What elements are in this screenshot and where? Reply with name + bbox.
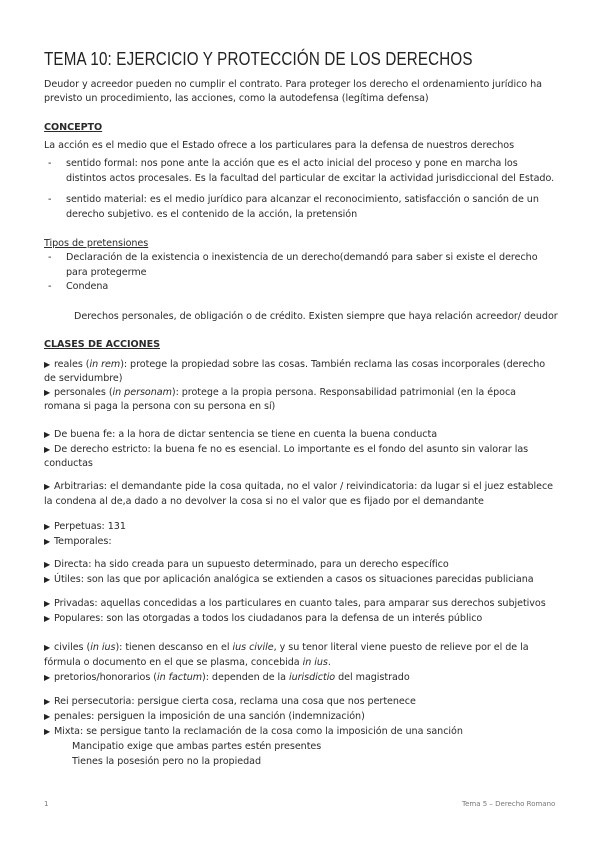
mixta-item: ▶ Mixta: se persigue tanto la reclamación de la cosa como la imposición de una sanción: [44, 726, 463, 737]
directa-item: ▶ Directa: ha sido creada para un supuesto determinado, para un derecho específico: [44, 559, 449, 570]
rei-persecutoria-item: ▶ Rei persecutoria: persigue cierta cosa, reclama una cosa que nos pertenece: [44, 696, 416, 707]
estricto-item: ▶ De derecho estricto: la buena fe no es esencial. Lo importante es el fondo del asunto sin valorar las: [44, 444, 529, 455]
arrow-bullet-icon: ▶: [44, 537, 51, 546]
temporales-item: ▶ Temporales:: [44, 536, 112, 547]
formal-line-1: sentido formal: nos pone ante la acción que es el acto inicial del proceso y pone en marcha los: [66, 158, 518, 169]
intro-line-2: previsto un procedimiento, las acciones, como la autodefensa (legítima defensa): [44, 93, 429, 104]
civiles-item: ▶ civiles (in ius): tienen descanso en el ius civile, y su tenor literal viene puesto de relieve por el de la: [44, 642, 529, 653]
pretensiones-heading: Tipos de pretensiones: [44, 238, 149, 249]
utiles-item: ▶ Útiles: son las que por aplicación analógica se extienden a casos os situaciones parecidas publiciana: [44, 574, 534, 585]
buena-fe-item: ▶ De buena fe: a la hora de dictar sentencia se tiene en cuenta la buena conducta: [44, 429, 438, 440]
intro-line-1: Deudor y acreedor pueden no cumplir el contrato. Para proteger los derecho el ordenamiento jurídico ha: [44, 79, 542, 90]
page-title: TEMA 10: EJERCICIO Y PROTECCIÓN DE LOS DERECHOS: [44, 48, 473, 69]
arrow-bullet-icon: ▶: [44, 712, 51, 721]
arrow-bullet-icon: ▶: [44, 388, 51, 397]
material-line-1: sentido material: es el medio jurídico para alcanzar el reconocimiento, satisfacción o sanción de un: [66, 194, 539, 205]
derechos-personales-note: Derechos personales, de obligación o de crédito. Existen siempre que haya relación acreedor/ deudor: [74, 311, 558, 322]
clases-heading: CLASES DE ACCIONES: [44, 339, 160, 350]
arrow-bullet-icon: ▶: [44, 673, 51, 682]
arrow-bullet-icon: ▶: [44, 445, 51, 454]
estricto-cont: conductas: [44, 458, 93, 469]
arrow-bullet-icon: ▶: [44, 727, 51, 736]
arrow-bullet-icon: ▶: [44, 575, 51, 584]
reales-cont: de servidumbre): [44, 373, 123, 384]
declaracion-line-1: Declaración de la existencia o inexistencia de un derecho(demandó para saber si existe el derecho: [66, 252, 538, 263]
arrow-bullet-icon: ▶: [44, 430, 51, 439]
reales-item: ▶ reales (in rem): protege la propiedad sobre las cosas. También reclama las cosas incorporales (derecho: [44, 359, 546, 370]
personales-cont: romana si paga la persona con su persona en sí): [44, 401, 276, 412]
privadas-item: ▶ Privadas: aquellas concedidas a los particulares en cuanto tales, para amparar sus derechos subjetivos: [44, 598, 546, 609]
concepto-lead: La acción es el medio que el Estado ofrece a los particulares para la defensa de nuestros derechos: [44, 140, 515, 151]
footer-course: Tema 5 – Derecho Romano: [462, 800, 556, 808]
page-number: 1: [44, 800, 49, 808]
material-line-2: derecho subjetivo. es el contenido de la acción, la pretensión: [66, 209, 358, 220]
dash-bullet: -: [48, 158, 52, 169]
arrow-bullet-icon: ▶: [44, 643, 51, 652]
dash-bullet: -: [48, 194, 52, 205]
arrow-bullet-icon: ▶: [44, 522, 51, 531]
pretorios-item: ▶ pretorios/honorarios (in factum): dependen de la iurisdictio del magistrado: [44, 672, 410, 683]
arbitrarias-cont: la condena al de,a dado a no devolver la cosa si no el valor que es fijado por el demandante: [44, 496, 484, 507]
civiles-cont: fórmula o documento en el que se plasma, concebida in ius.: [44, 657, 331, 668]
mancipatio-note: Mancipatio exige que ambas partes estén presentes: [72, 741, 322, 752]
arrow-bullet-icon: ▶: [44, 360, 51, 369]
condena-item: Condena: [66, 281, 109, 292]
arbitrarias-item: ▶ Arbitrarias: el demandante pide la cosa quitada, no el valor / reivindicatoria: da lugar si el juez establece: [44, 481, 554, 492]
populares-item: ▶ Populares: son las otorgadas a todos los ciudadanos para la defensa de un interés público: [44, 613, 483, 624]
penales-item: ▶ penales: persiguen la imposición de una sanción (indemnización): [44, 711, 365, 722]
personales-item: ▶ personales (in personam): protege a la propia persona. Responsabilidad patrimonial (en la época: [44, 387, 517, 398]
declaracion-line-2: para protegerme: [66, 267, 147, 278]
dash-bullet: -: [48, 252, 52, 263]
arrow-bullet-icon: ▶: [44, 599, 51, 608]
arrow-bullet-icon: ▶: [44, 482, 51, 491]
perpetuas-item: ▶ Perpetuas: 131: [44, 521, 126, 532]
arrow-bullet-icon: ▶: [44, 614, 51, 623]
formal-line-2: distintos actos procesales. Es la facultad del particular de excitar la actividad jurisdiccional del Estado.: [66, 173, 555, 184]
posesion-note: Tienes la posesión pero no la propiedad: [72, 756, 261, 767]
dash-bullet: -: [48, 281, 52, 292]
concepto-heading: CONCEPTO: [44, 122, 103, 133]
arrow-bullet-icon: ▶: [44, 560, 51, 569]
arrow-bullet-icon: ▶: [44, 697, 51, 706]
